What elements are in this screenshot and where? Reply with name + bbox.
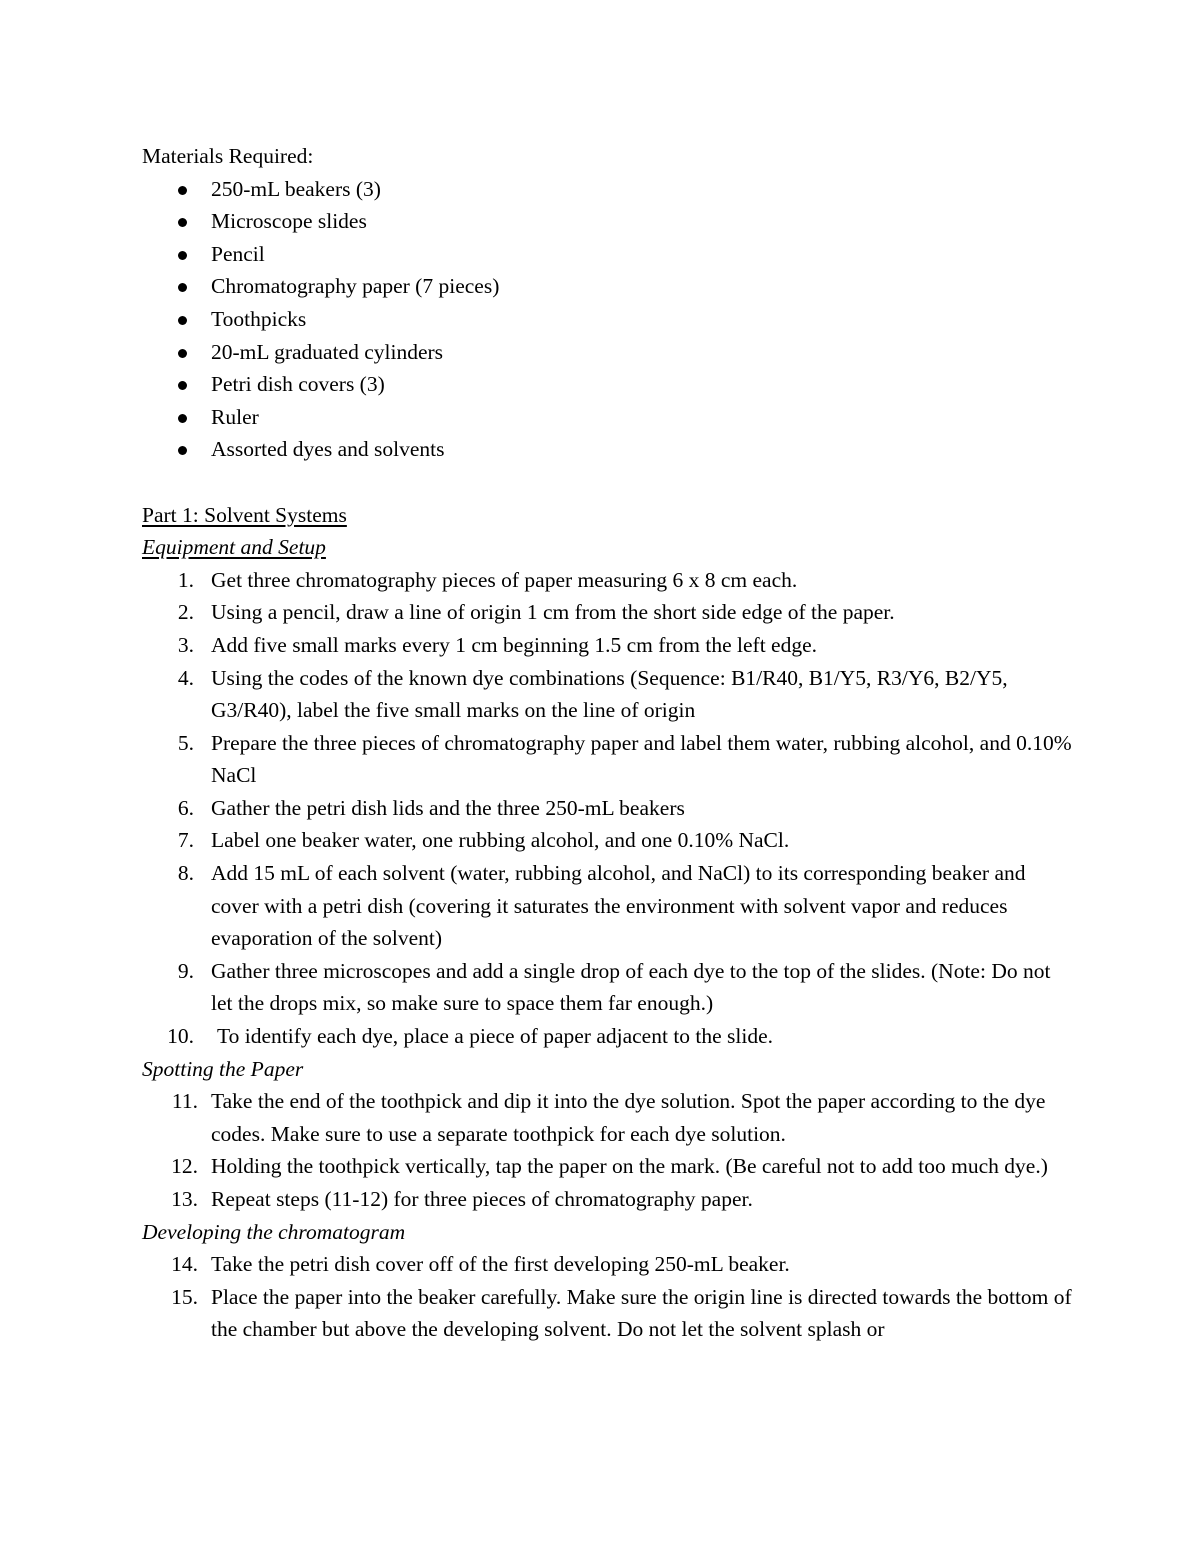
part1-title: Part 1: Solvent Systems [142,502,347,527]
bullet-icon [178,186,187,195]
spotting-steps [142,1085,1072,1215]
list-item: 5. Prepare the three pieces of chromatography paper and label them water, rubbing alcohol, and 0.10% NaCl [177,730,1072,788]
list-item: 8. Add 15 mL of each solvent (water, rubbing alcohol, and NaCl) to its corresponding beaker and cover with a petri dish (covering it saturates the environment with solvent vapor and reduces evaporation of the solvent) [177,861,1026,951]
section-heading-developing: Developing the chromatogram [142,1219,406,1244]
list-item: 10. To identify each dye, place a piece of paper adjacent to the slide. [167,1024,774,1049]
list-item: 1. Get three chromatography pieces of paper measuring 6 x 8 cm each. [177,567,798,592]
list-item: Assorted dyes and solvents [142,433,1072,466]
spacer [142,466,1072,499]
list-item: 20-mL graduated cylinders [142,336,1072,369]
equipment-steps [142,564,1072,1053]
list-item: 15. Place the paper into the beaker carefully. Make sure the origin line is directed towards the bottom of the chamber but above the developing solvent. Do not let the solvent splash or [171,1284,1072,1342]
list-item: 12. Holding the toothpick vertically, tap the paper on the mark. (Be careful not to add too much dye.) [171,1154,1048,1179]
bullet-icon [178,349,187,358]
section-heading-equipment: Equipment and Setup [142,535,326,560]
bullet-icon [178,446,187,455]
list-item: 11. Take the end of the toothpick and dip it into the dye solution. Spot the paper according to the dye codes. Make sure to use a separate toothpick for each dye solution. [171,1089,1046,1146]
bullet-icon [178,316,187,325]
bullet-icon [178,414,187,423]
list-item: Petri dish covers (3) [142,368,1072,401]
list-item: 3. Add five small marks every 1 cm beginning 1.5 cm from the left edge. [177,632,818,657]
developing-steps [142,1248,1072,1346]
bullet-icon [178,218,187,227]
list-item: Ruler [142,401,1072,434]
section-heading-spotting: Spotting the Paper [142,1056,304,1081]
materials-list [142,173,1072,466]
list-item: 7. Label one beaker water, one rubbing alcohol, and one 0.10% NaCl. [177,828,790,853]
list-item: 4. Using the codes of the known dye combinations (Sequence: B1/R40, B1/Y5, R3/Y6, B2/Y5, G3/R40), label the five small marks on the line of origin [177,665,1008,723]
list-item: Chromatography paper (7 pieces) [142,270,1072,303]
list-item: 13. Repeat steps (11-12) for three pieces of chromatography paper. [171,1187,753,1211]
bullet-icon [178,283,187,292]
list-item: 250-mL beakers (3) [142,173,1072,206]
list-item: 14. Take the petri dish cover off of the first developing 250-mL beaker. [171,1252,790,1277]
list-item: 6. Gather the petri dish lids and the three 250-mL beakers [177,795,685,820]
list-item: 2. Using a pencil, draw a line of origin 1 cm from the short side edge of the paper. [177,600,895,625]
bullet-icon [178,381,187,390]
list-item: Toothpicks [142,303,1072,336]
document-content [142,140,1072,1346]
list-item: Pencil [142,238,1072,271]
materials-heading: Materials Required: [142,144,314,168]
list-item: 9. Gather three microscopes and add a single drop of each dye to the top of the slides. (Note: Do not let the drops mix, so make sure to space them far enough.) [177,958,1051,1016]
list-item: Microscope slides [142,205,1072,238]
bullet-icon [178,251,187,260]
